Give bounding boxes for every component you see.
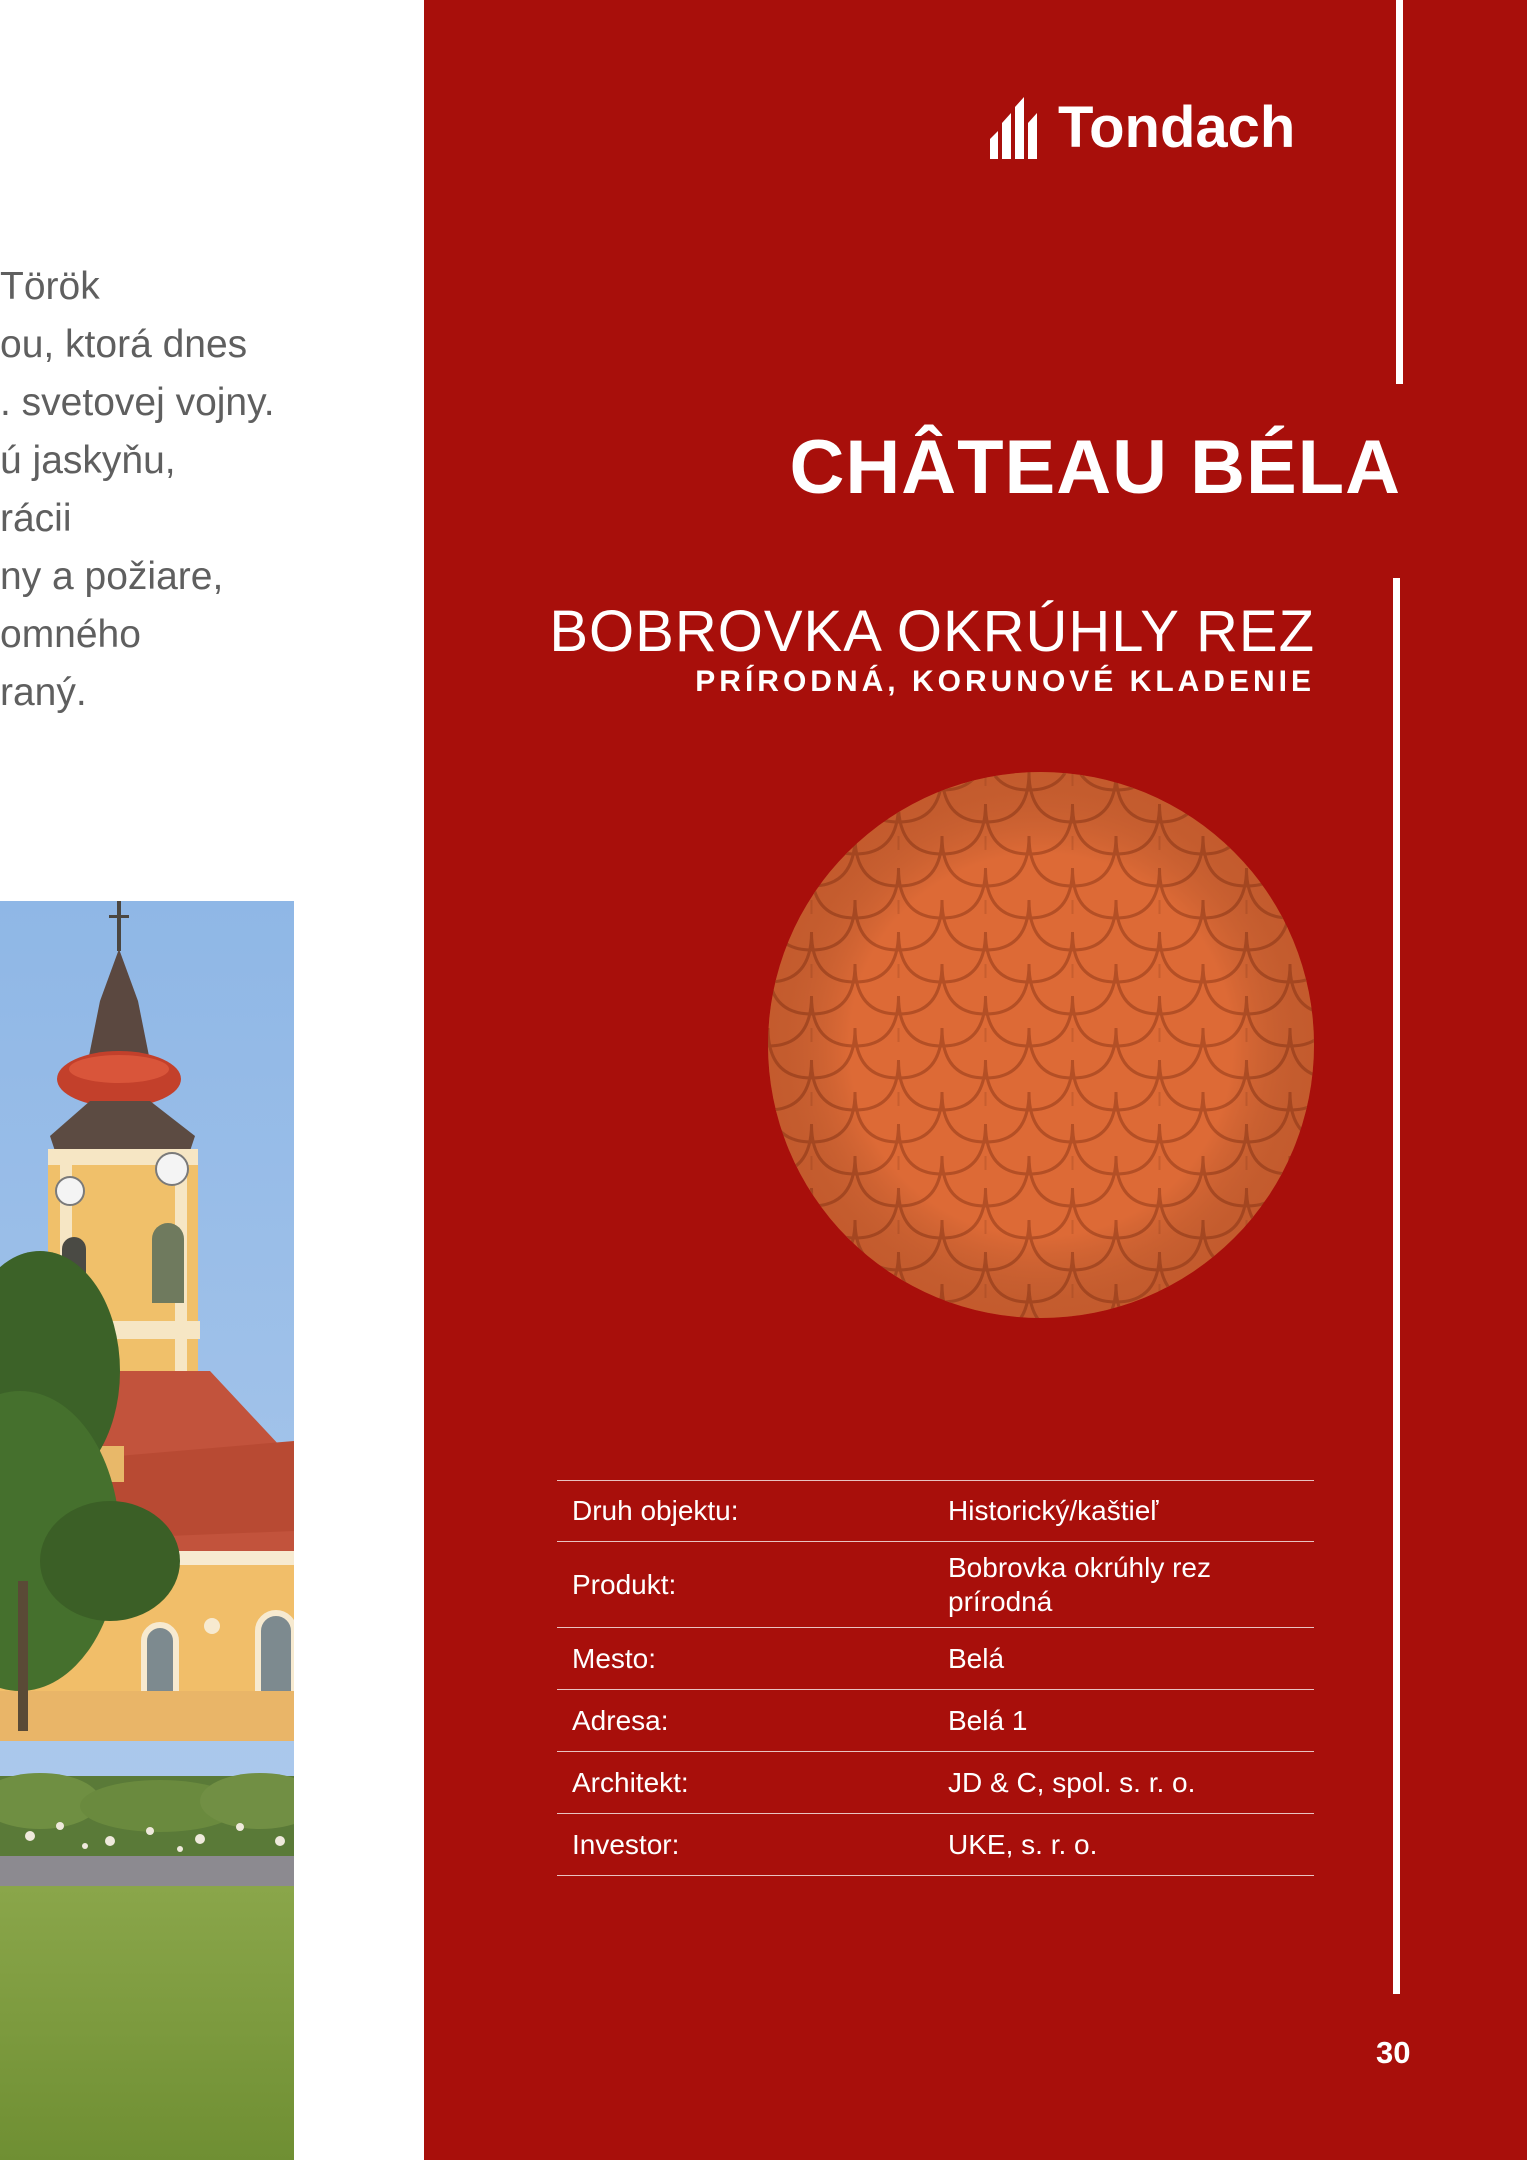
project-title: CHÂTEAU BÉLA <box>789 425 1401 510</box>
chateau-photo <box>0 901 294 2160</box>
detail-label: Investor: <box>572 1828 680 1860</box>
detail-value: JD & C, spol. s. r. o. <box>948 1766 1196 1798</box>
detail-value: Bobrovka okrúhly rez prírodná <box>948 1551 1212 1617</box>
detail-label: Produkt: <box>572 1568 677 1600</box>
detail-label: Mesto: <box>572 1642 657 1674</box>
detail-label: Druh objektu: <box>572 1495 739 1526</box>
detail-value: Historický/kaštieľ <box>948 1495 1159 1526</box>
detail-label: Adresa: <box>572 1704 669 1736</box>
body-text-line: . svetovej vojny. <box>0 381 275 424</box>
brand-name: Tondach <box>1058 94 1296 160</box>
body-text-line: raný. <box>0 671 87 714</box>
tondach-logo <box>988 92 1295 162</box>
detail-value: Belá 1 <box>948 1704 1028 1736</box>
detail-value: UKE, s. r. o. <box>948 1828 1098 1860</box>
body-text-line: rácii <box>0 497 72 540</box>
roof-tile-sample <box>768 772 1314 1318</box>
body-text-line: ny a požiare, <box>0 555 224 598</box>
table-row <box>557 1628 1314 1690</box>
page-number: 30 <box>1376 2035 1411 2070</box>
product-name: BOBROVKA OKRÚHLY REZ <box>549 599 1315 664</box>
body-text-line: omného <box>0 613 141 656</box>
table-row <box>557 1690 1314 1752</box>
detail-label: Architekt: <box>572 1766 689 1798</box>
table-row <box>557 1481 1314 1542</box>
divider-line-bottom <box>1393 578 1400 1994</box>
tondach-logo-bars-icon <box>988 93 1052 161</box>
table-row <box>557 1814 1314 1876</box>
body-text-excerpt <box>0 258 410 722</box>
divider-line-top <box>1396 0 1403 384</box>
table-row <box>557 1752 1314 1814</box>
body-text-line: Török <box>0 265 100 308</box>
body-text-line: ou, ktorá dnes <box>0 323 248 366</box>
detail-value: Belá <box>948 1642 1005 1674</box>
project-details-table <box>557 1480 1314 1876</box>
product-variant: PRÍRODNÁ, KORUNOVÉ KLADENIE <box>695 665 1315 698</box>
body-text-line: ú jaskyňu, <box>0 439 176 482</box>
table-row <box>557 1542 1314 1628</box>
